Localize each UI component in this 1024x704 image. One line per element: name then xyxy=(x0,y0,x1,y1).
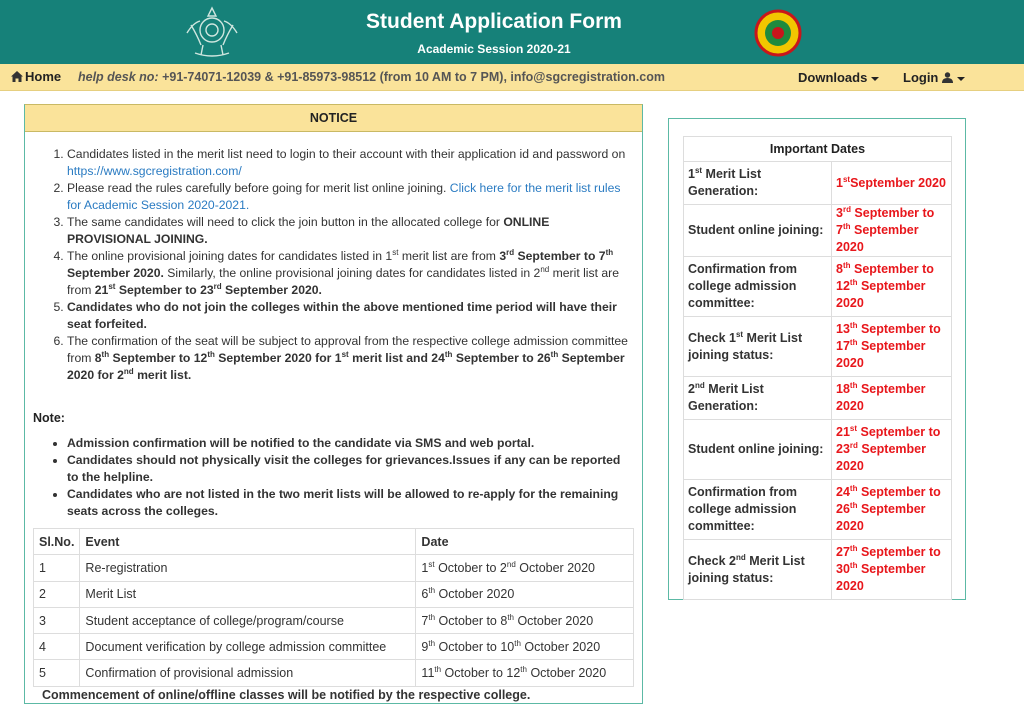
chevron-down-icon xyxy=(957,77,965,81)
page-header xyxy=(0,0,1024,64)
notice-item: 4. The online provisional joining dates for candidates listed in 1st merit list are from 3rd September to 7th September 2020. Similarly, the online provisional joining dates for candidates listed in 2nd merit list are from 21st September to 23rd September 2020. xyxy=(67,248,630,299)
note-label: Note: xyxy=(33,411,65,425)
column-header: Date xyxy=(416,529,634,555)
column-header: Sl.No. xyxy=(34,529,80,555)
notice-item: 5. Candidates who do not join the colleges within the above mentioned time period will have their seat forfeited. xyxy=(67,299,630,333)
table-row: Check 1st Merit List joining status: 13th September to 17th September 2020 xyxy=(684,317,952,377)
merit-rules-link[interactable]: Click here for the merit list rules for Academic Session 2020-2021. xyxy=(67,181,621,212)
table-row: 3 Student acceptance of college/program/course 7th October to 8th October 2020 xyxy=(34,607,634,633)
note-item: • Candidates should not physically visit the colleges for grievances.Issues if any can be reported to the helpline. xyxy=(67,452,630,486)
important-dates-heading: Important Dates xyxy=(684,137,952,162)
registration-site-link[interactable]: https://www.sgcregistration.com/ xyxy=(67,164,242,178)
notice-item: 3. The same candidates will need to click the join button in the allocated college for ONLINE PROVISIONAL JOINING. xyxy=(67,214,630,248)
note-item: • Admission confirmation will be notified to the candidate via SMS and web portal. xyxy=(67,435,630,452)
table-row: Confirmation from college admission committee: 24th September to 26th September 2020 xyxy=(684,480,952,540)
events-table xyxy=(33,528,634,687)
notice-item: 6. The confirmation of the seat will be subject to approval from the respective college admission committee from 8th September to 12th September 2020 for 1st merit list and 24th September to 26th September 2020 for 2nd merit list. xyxy=(67,333,630,384)
table-row: 1st Merit List Generation: 1stSeptember 2020 xyxy=(684,162,952,205)
notice-item: 2. Please read the rules carefully before going for merit list online joining. Click here for the merit list rules for Academic Session 2020-2021. xyxy=(67,180,630,214)
page-title: Student Application Form xyxy=(366,10,622,33)
classes-notice: Commencement of online/offline classes will be notified by the respective college. xyxy=(42,688,531,702)
table-row: Check 2nd Merit List joining status: 27th September to 30th September 2020 xyxy=(684,540,952,600)
downloads-label: Downloads xyxy=(798,70,868,85)
college-seal-icon xyxy=(746,8,810,58)
important-dates-panel xyxy=(668,118,966,600)
table-header-row xyxy=(34,529,634,555)
home-label: Home xyxy=(25,69,62,84)
table-row: 1 Re-registration 1st October to 2nd October 2020 xyxy=(34,555,634,581)
home-icon xyxy=(11,71,23,82)
chevron-down-icon xyxy=(871,77,879,81)
notice-heading: NOTICE xyxy=(25,105,642,132)
note-item: • Candidates who are not listed in the two merit lists will be allowed to re-apply for the remaining seats across the colleges. xyxy=(67,486,630,520)
table-row: Student online joining: 21st September to 23rd September 2020 xyxy=(684,420,952,480)
table-row: 5 Confirmation of provisional admission 11th October to 12th October 2020 xyxy=(34,660,634,686)
user-icon xyxy=(942,72,953,83)
login-label: Login xyxy=(903,70,939,85)
downloads-dropdown[interactable] xyxy=(798,70,879,85)
column-header: Event xyxy=(80,529,416,555)
top-navbar xyxy=(0,64,1024,91)
helpdesk-text: +91-74071-12039 & +91-85973-98512 (from 10 AM to 7 PM), info@sgcregistration.com xyxy=(162,70,665,84)
notice-panel xyxy=(24,104,643,704)
important-dates-table xyxy=(683,136,952,600)
notice-list xyxy=(67,146,630,384)
table-row: Student online joining: 3rd September to 7th September 2020 xyxy=(684,205,952,257)
helpdesk-prefix: help desk no: xyxy=(78,70,159,84)
table-row: 4 Document verification by college admission committee 9th October to 10th October 2020 xyxy=(34,634,634,660)
table-row: 2nd Merit List Generation: 18th September 2020 xyxy=(684,377,952,420)
login-dropdown[interactable] xyxy=(903,70,965,85)
table-row: Confirmation from college admission committee: 8th September to 12th September 2020 xyxy=(684,257,952,317)
home-link[interactable] xyxy=(11,69,61,84)
note-list xyxy=(67,435,630,520)
helpdesk-info xyxy=(78,70,665,84)
table-row: 2 Merit List 6th October 2020 xyxy=(34,581,634,607)
notice-item: 1. Candidates listed in the merit list need to login to their account with their application id and password on https://www.sgcregistration.com/ xyxy=(67,146,630,180)
academic-session: Academic Session 2020-21 xyxy=(417,42,571,56)
